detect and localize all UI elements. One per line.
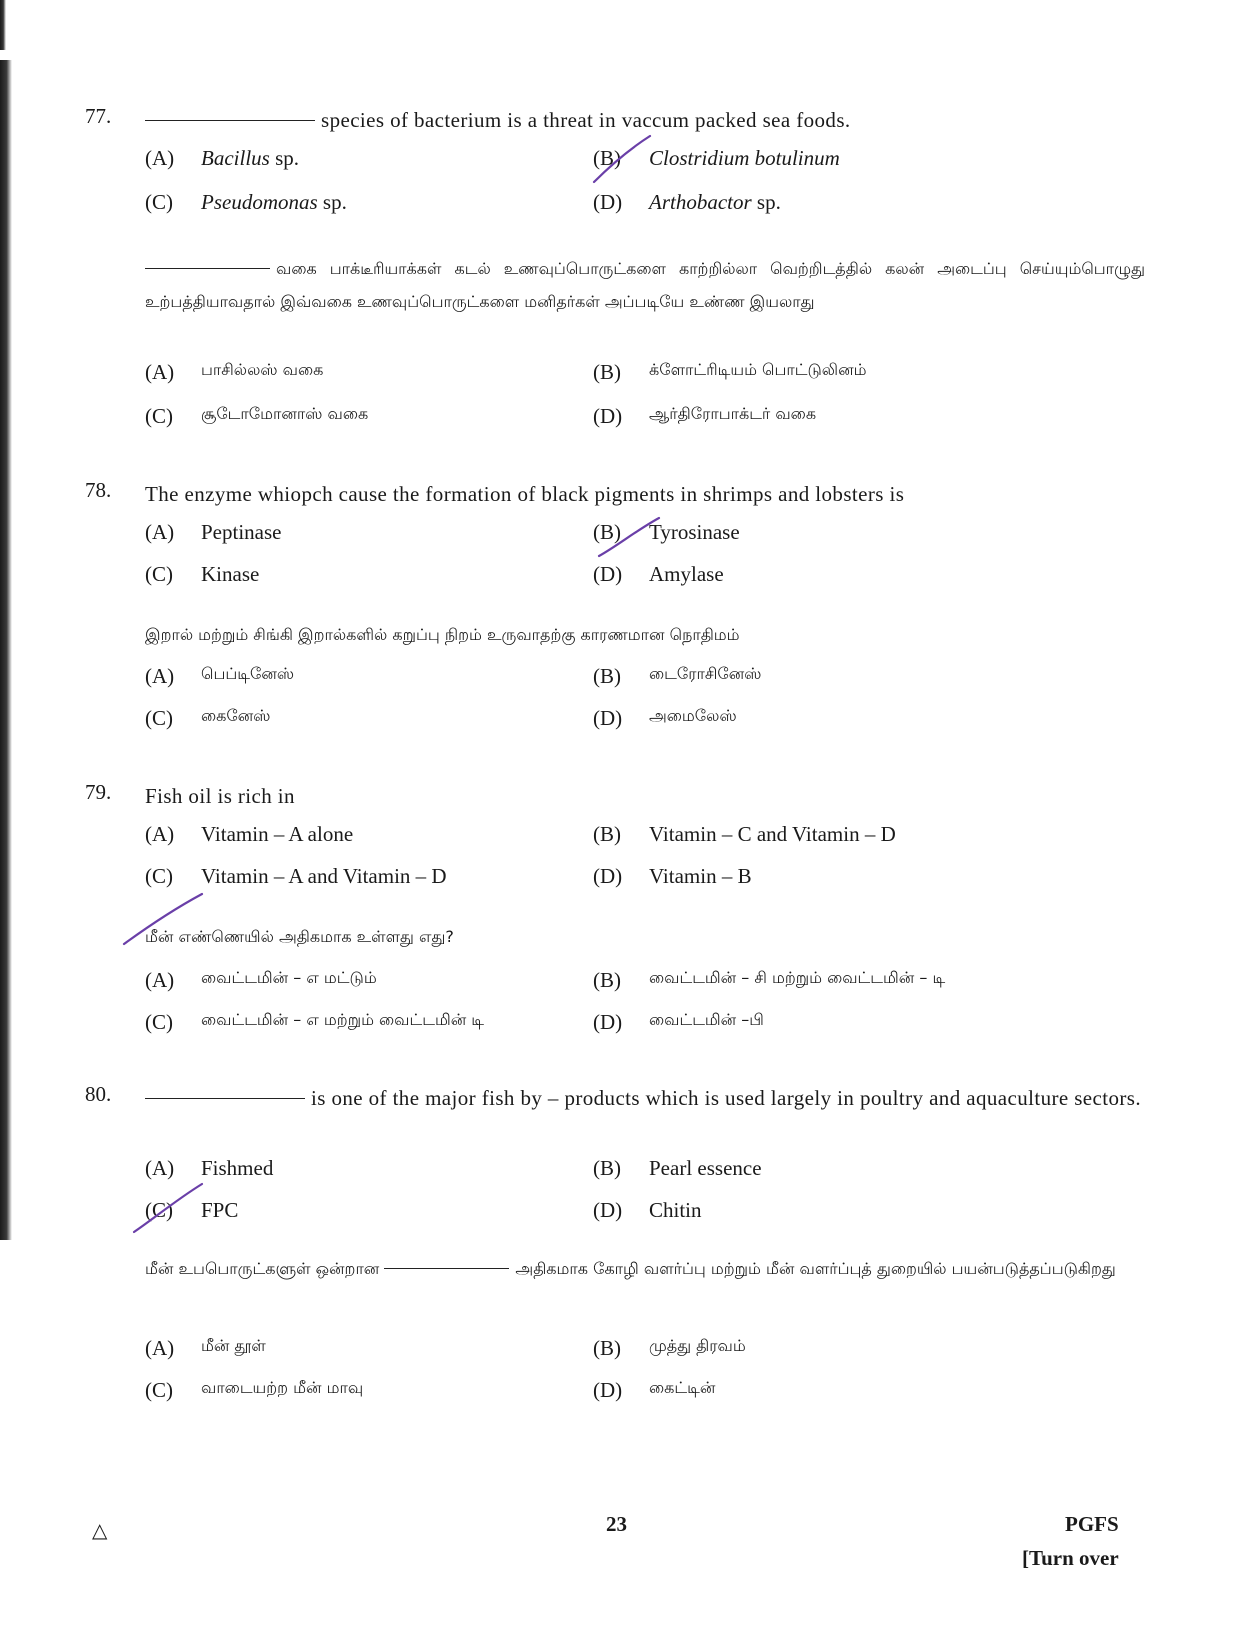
question-number: 79. [85, 780, 112, 804]
question-text: is one of the major fish by – products which is used largely in poultry and aquaculture sectors. [145, 1082, 1145, 1114]
question-number: 77. [85, 104, 112, 128]
answer-blank [145, 268, 270, 269]
answer-blank [145, 120, 315, 121]
answer-blank [384, 1268, 509, 1269]
footer-symbol: △ [92, 1518, 108, 1542]
scan-edge-left [0, 60, 12, 1240]
scan-edge-top [0, 0, 6, 50]
question-text: The enzyme whiopch cause the formation of black pigments in shrimps and lobsters is [145, 482, 905, 506]
question-number: 78. [85, 478, 112, 502]
tamil-question-text: மீன் எண்ணெயில் அதிகமாக உள்ளது எது? [145, 927, 454, 946]
tamil-question-text: மீன் உபபொருட்களுள் ஒன்றான அதிகமாக கோழி வளர்ப்பு மற்றும் மீன் வளர்ப்புத் துறையில் பயன்படுத்தப்படுகிறது [145, 1259, 1116, 1278]
question-number: 80. [85, 1082, 112, 1106]
tamil-question-text: வகை பாக்டீரியாக்கள் கடல் உணவுப்பொருட்களை காற்றில்லா வெற்றிடத்தில் கலன் அடைப்பு செய்யும்பொழுது உற்பத்தியாவதால் இவ்வகை உணவுப்பொருட்களை மனிதர்கள் அப்படியே உண்ண இயலாது [145, 259, 1145, 311]
page-number: 23 [606, 1512, 627, 1536]
turn-over: [Turn over [1022, 1546, 1119, 1570]
question-text: species of bacterium is a threat in vaccum packed sea foods. [145, 104, 1145, 136]
answer-blank [145, 1098, 305, 1099]
tamil-question-text: இறால் மற்றும் சிங்கி இறால்களில் கறுப்பு நிறம் உருவாதற்கு காரணமான நொதிமம் [145, 625, 740, 644]
paper-code: PGFS [1065, 1512, 1119, 1536]
question-text: Fish oil is rich in [145, 784, 295, 808]
